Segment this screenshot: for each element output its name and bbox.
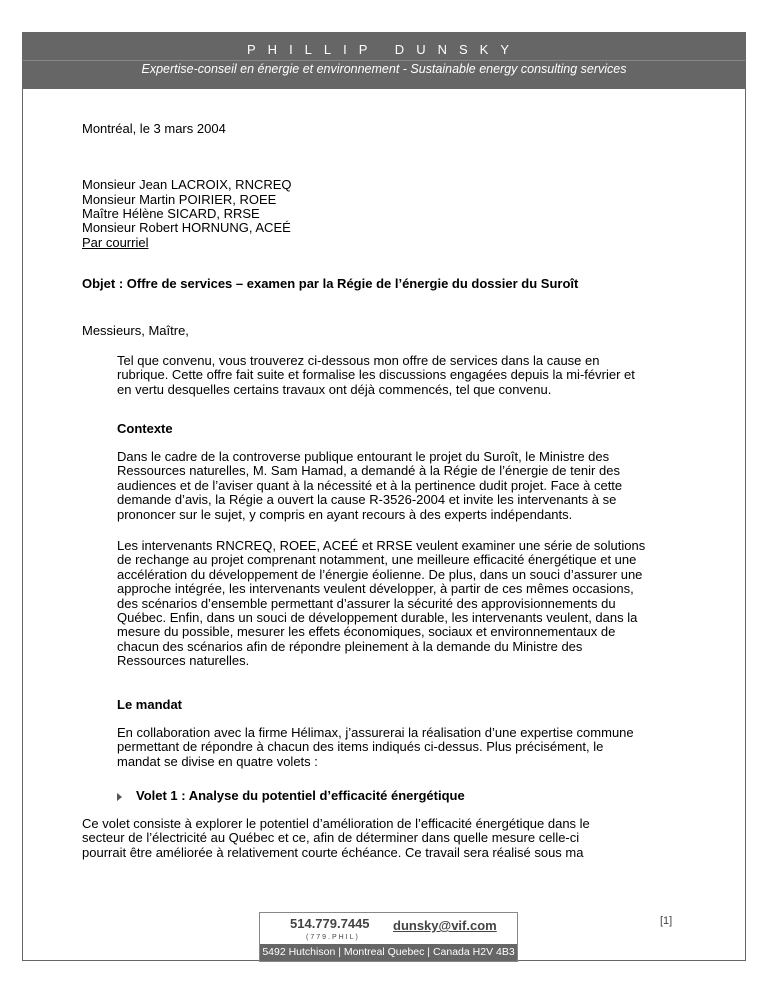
- paragraph-line: mesure du possible, mesurer les effets économiques, sociaux et environnementaux de: [117, 624, 616, 640]
- triangle-bullet-icon: [117, 793, 122, 801]
- address: 5492 Hutchison | Montreal Quebec | Canada H2V 4B3: [260, 944, 517, 961]
- date: Montréal, le 3 mars 2004: [82, 121, 226, 136]
- paragraph-line: demande d’avis, la Régie a ouvert la cause R-3526-2004 et invite les intervenants à se: [117, 492, 617, 508]
- recipient: Monsieur Robert HORNUNG, ACEÉ: [82, 220, 291, 235]
- paragraph-line: Québec. Enfin, dans un souci de développement durable, les intervenants veulent, dans la: [117, 610, 638, 625]
- paragraph-line: Tel que convenu, vous trouverez ci-dessous mon offre de services dans la cause en: [117, 353, 600, 368]
- footer-contact: [259, 912, 518, 962]
- section-title-contexte: Contexte: [117, 421, 173, 436]
- paragraph-line: des scénarios d’ensemble permettant d’assurer la sécurité des approvisionnements du: [117, 595, 616, 611]
- letterhead-tagline: Expertise-conseil en énergie et environnement - Sustainable energy consulting services: [141, 62, 627, 76]
- paragraph-line: de rechange au projet comprenant notamment, une meilleure efficacité énergétique et une: [117, 552, 637, 568]
- recipient: Monsieur Jean LACROIX, RNCREQ: [82, 177, 292, 192]
- paragraph-line: Les intervenants RNCREQ, ROEE, ACEÉ et RRSE veulent examiner une série de solutions: [117, 538, 646, 553]
- section-title-mandat: Le mandat: [117, 697, 183, 712]
- paragraph-line: Ressources naturelles, M. Sam Hamad, a demandé à la Régie de l’énergie de tenir des: [117, 463, 620, 479]
- subject: Objet : Offre de services – examen par la Régie de l’énergie du dossier du Suroît: [82, 276, 579, 291]
- phone-letters: (779.PHIL): [306, 934, 360, 941]
- salutation: Messieurs, Maître,: [82, 323, 189, 338]
- email-link[interactable]: dunsky@vif.com: [393, 918, 497, 933]
- paragraph-line: chacun des scénarios afin de répondre pleinement à la demande du Ministre des: [117, 638, 583, 654]
- phone: 514.779.7445: [290, 916, 370, 931]
- paragraph-line: En collaboration avec la firme Hélimax, j’assurerai la réalisation d’une expertise commune: [117, 725, 634, 740]
- paragraph-line: permettant de répondre à chacun des items indiqués ci-dessus. Plus précisément, le: [117, 739, 604, 755]
- delivery-method: Par courriel: [82, 234, 149, 250]
- page-number: [1]: [660, 915, 673, 927]
- paragraph-line: prononcer sur le sujet, y compris en ayant recours à des experts indépendants.: [117, 506, 573, 522]
- paragraph-line: Ressources naturelles.: [117, 653, 250, 669]
- paragraph-line: approche intégrée, les intervenants veulent développer, à partir de ces mêmes occasions,: [117, 581, 634, 597]
- paragraph-line: rubrique. Cette offre fait suite et formalise les discussions engagées depuis la mi-février et: [117, 367, 635, 383]
- paragraph-line: audiences et de l’aviser quant à la nécessité et à la pertinence dudit projet. Face à cette: [117, 477, 623, 493]
- paragraph-line: accélération du développement de l’énergie éolienne. De plus, dans un souci d’assurer une: [117, 566, 643, 582]
- letterhead: [23, 33, 745, 89]
- recipient: Maître Hélène SICARD, RRSE: [82, 206, 260, 221]
- paragraph-line: en vertu desquelles certains travaux ont déjà commencés, tel que convenu.: [117, 381, 552, 397]
- paragraph-line: mandat se divise en quatre volets :: [117, 753, 318, 769]
- paragraph-line: pourrait être améliorée à relativement courte échéance. Ce travail sera réalisé sous ma: [82, 844, 584, 860]
- paragraph-line: Ce volet consiste à explorer le potentiel d’amélioration de l’efficacité énergétique dans le: [82, 816, 590, 831]
- paragraph-line: secteur de l’électricité au Québec et ce, afin de déterminer dans quelle mesure celle-ci: [82, 830, 580, 846]
- paragraph-line: Dans le cadre de la controverse publique entourant le projet du Suroît, le Ministre des: [117, 449, 610, 464]
- volet1-title: Volet 1 : Analyse du potentiel d’efficacité énergétique: [136, 788, 465, 803]
- letterhead-name: PHILLIP DUNSKY: [247, 42, 521, 57]
- recipient: Monsieur Martin POIRIER, ROEE: [82, 191, 277, 207]
